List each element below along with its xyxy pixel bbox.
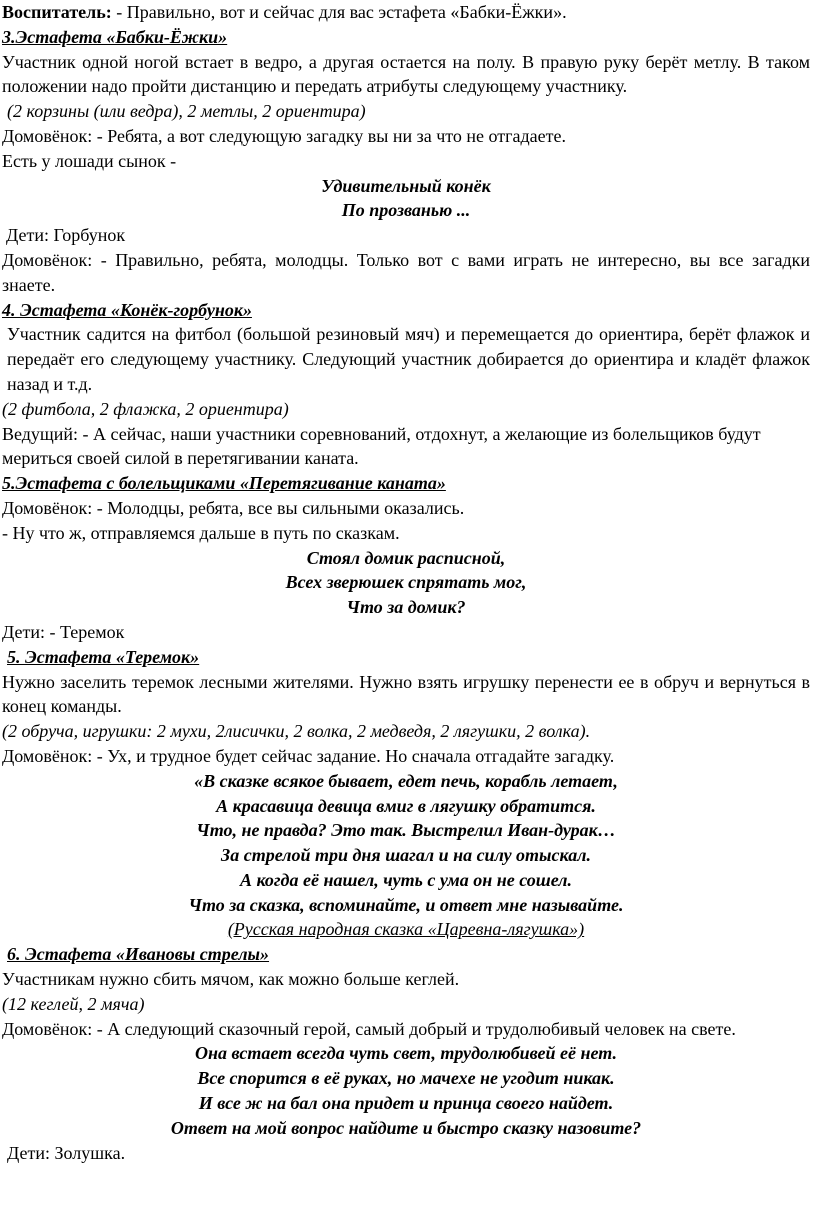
riddle-2-line: Всех зверюшек спрятать мог, xyxy=(285,572,527,593)
relay-5-description: Нужно заселить теремок лесными жителями. Нужно взять игрушку перенести ее в обруч и вернуться в конец команды. xyxy=(2,671,810,717)
riddle-4-line: Она встает всегда чуть свет, трудолюбивей её нет. xyxy=(195,1043,617,1064)
riddle-3-line: Что за сказка, вспоминайте, и ответ мне называйте. xyxy=(188,894,624,915)
host-line: Ведущий: - А сейчас, наши участники соревнований, отдохнут, а желающие из болельщиков будут мериться своей силой в перетягивании каната. xyxy=(2,423,761,469)
dialog-line: Домовёнок: - Молодцы, ребята, все вы сильными оказались. xyxy=(2,497,465,518)
riddle-3-line: «В сказке всякое бывает, едет печь, корабль летает, xyxy=(194,770,618,791)
children-answer: Дети: Золушка. xyxy=(7,1142,126,1163)
riddle-1-line: Удивительный конёк xyxy=(321,175,491,196)
riddle-4-line: И все ж на бал она придет и принца своего найдет. xyxy=(198,1093,614,1114)
speaker-label: Воспитатель: xyxy=(2,2,112,22)
dialog-line: - Ну что ж, отправляемся дальше в путь по сказкам. xyxy=(2,522,400,543)
relay-3-equipment: (2 корзины (или ведра), 2 метлы, 2 ориентира) xyxy=(7,101,366,122)
riddle-intro: Есть у лошади сынок - xyxy=(2,150,177,171)
intro-text: - Правильно, вот и сейчас для вас эстафета «Бабки-Ёжки». xyxy=(111,2,567,22)
heading-relay-5a: 5.Эстафета с болельщиками «Перетягивание каната» xyxy=(2,473,446,494)
riddle-3-answer: (Русская народная сказка «Царевна-лягушка») xyxy=(227,919,585,940)
relay-6-equipment: (12 кеглей, 2 мяча) xyxy=(2,993,145,1014)
dialog-line: Домовёнок: - Ребята, а вот следующую загадку вы ни за что не отгадаете. xyxy=(2,125,567,146)
relay-4-description: Участник садится на фитбол (большой резиновый мяч) и перемещается до ориентира, берёт флажок и передаёт его следующему участнику. Следующий участник добирается до ориентира и кладёт флажок назад и т.д. xyxy=(7,324,810,394)
riddle-4-line: Ответ на мой вопрос найдите и быстро сказку назовите? xyxy=(170,1117,642,1138)
relay-3-description: Участник одной ногой встает в ведро, а другая остается на полу. В правую руку берёт метлу. В таком положении надо пройти дистанцию и передать атрибуты следующему участнику. xyxy=(2,51,810,97)
riddle-2-line: Что за домик? xyxy=(346,597,466,618)
children-answer: Дети: Горбунок xyxy=(6,225,126,246)
heading-relay-5b: 5. Эстафета «Теремок» xyxy=(7,646,200,667)
dialog-line: Домовёнок: - Правильно, ребята, молодцы. Только вот с вами играть не интересно, вы все загадки знаете. xyxy=(2,249,810,295)
riddle-3-line: За стрелой три дня шагал и на силу отыскал. xyxy=(221,845,591,866)
heading-relay-4: 4. Эстафета «Конёк-горбунок» xyxy=(2,299,252,320)
riddle-3-line: А красавица девица вмиг в лягушку обратится. xyxy=(216,795,596,816)
riddle-3-line: А когда её нашел, чуть с ума он не сошел. xyxy=(239,869,573,890)
relay-6-description: Участникам нужно сбить мячом, как можно больше кеглей. xyxy=(2,969,460,990)
relay-4-equipment: (2 фитбола, 2 флажка, 2 ориентира) xyxy=(2,398,289,419)
dialog-line: Домовёнок: - Ух, и трудное будет сейчас задание. Но сначала отгадайте загадку. xyxy=(2,745,615,766)
relay-5-equipment: (2 обруча, игрушки: 2 мухи, 2лисички, 2 волка, 2 медведя, 2 лягушки, 2 волка). xyxy=(2,721,591,742)
riddle-4-line: Все спорится в её руках, но мачехе не угодит никак. xyxy=(197,1068,615,1089)
dialog-line: Домовёнок: - А следующий сказочный герой, самый добрый и трудолюбивый человек на свете. xyxy=(2,1018,736,1039)
children-answer: Дети: - Теремок xyxy=(2,621,125,642)
riddle-3-line: Что, не правда? Это так. Выстрелил Иван-дурак… xyxy=(196,820,616,841)
paragraph-intro xyxy=(2,0,810,25)
riddle-1-line: По прозванью ... xyxy=(341,200,471,221)
heading-relay-3: 3.Эстафета «Бабки-Ёжки» xyxy=(2,26,228,47)
riddle-2-line: Стоял домик расписной, xyxy=(306,547,506,568)
heading-relay-6: 6. Эстафета «Ивановы стрелы» xyxy=(7,944,270,965)
